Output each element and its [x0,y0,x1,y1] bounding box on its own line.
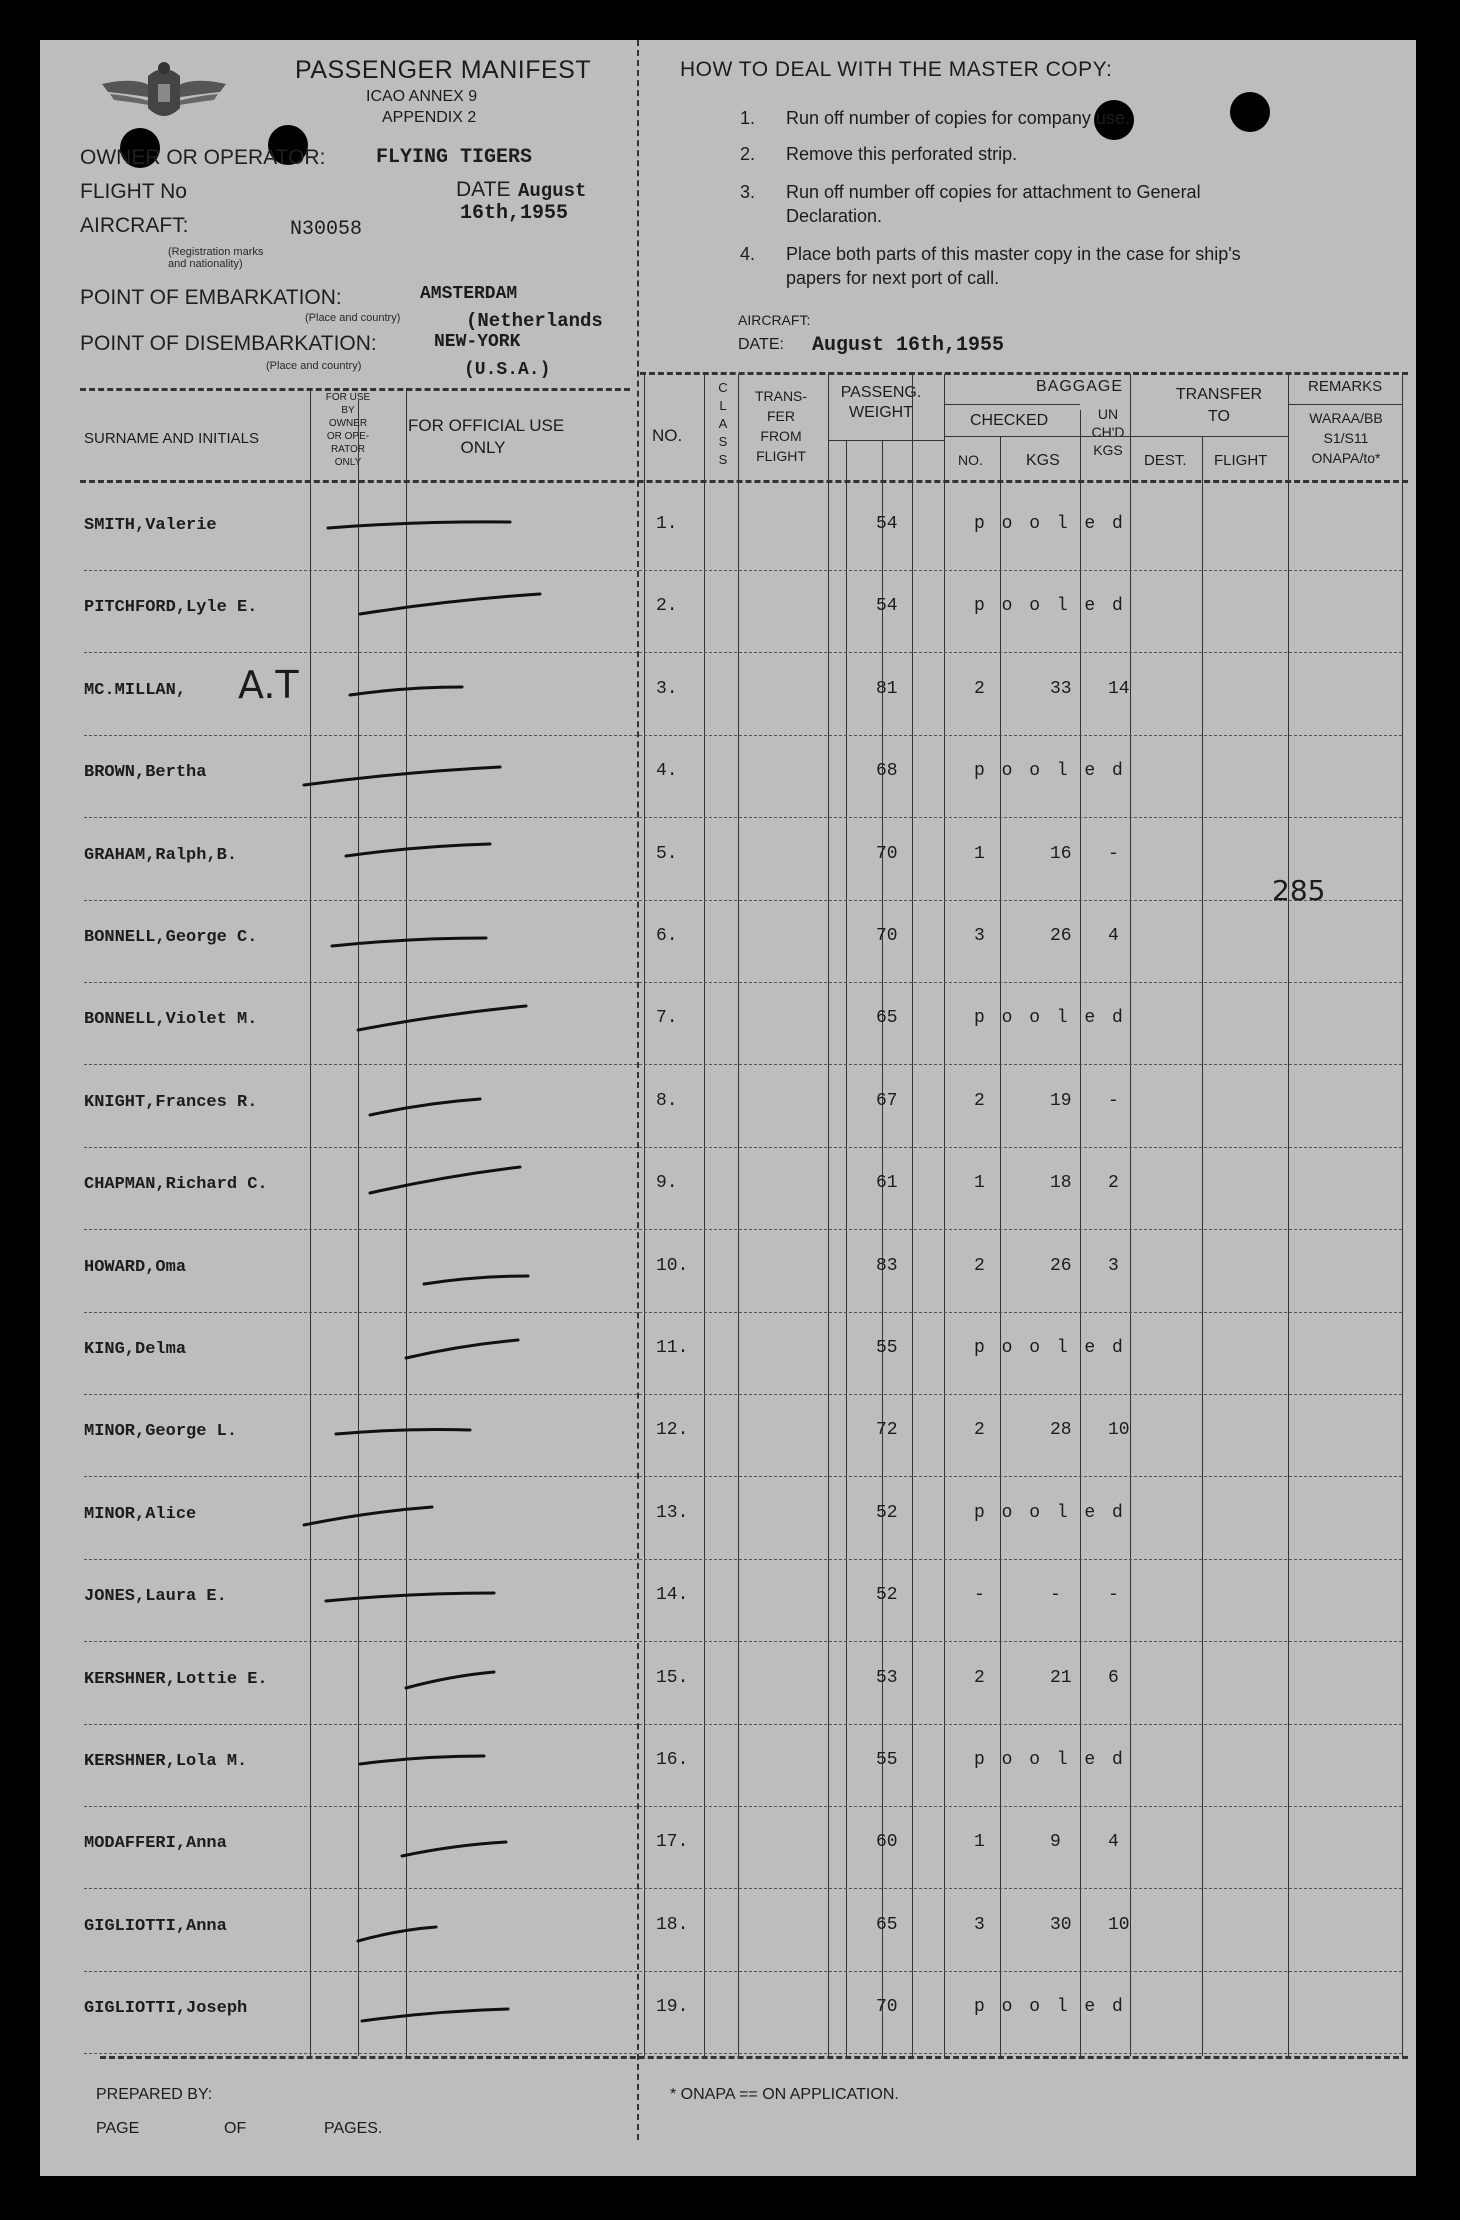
instructions-date-value: August 16th,1955 [812,334,1005,357]
unchecked-kgs: 10 [1108,1420,1130,1440]
passenger-name: KNIGHT,Frances R. [84,1093,258,1112]
header-divider-line [828,440,944,441]
check-mark-icon [360,1087,620,1147]
check-mark-icon [322,918,582,978]
header-rule [640,372,1408,375]
table-row [40,1073,1416,1155]
row-divider-line [84,652,1402,653]
baggage-count: 2 [974,1091,985,1111]
annex-label: ICAO ANNEX 9 [366,88,478,105]
passenger-number: 8. [656,1091,678,1111]
weight-header-line: PASSENG. [840,384,922,401]
baggage-pooled: p o o l e d [974,596,1126,616]
baggage-count: 2 [974,1420,985,1440]
baggage-kgs: 33 [1050,679,1072,699]
row-divider-line [84,982,1402,983]
table-row [40,1732,1416,1814]
unchecked-header-line: UN [1097,406,1119,422]
owner-label: OWNER OR OPERATOR: [80,146,326,169]
table-row [40,578,1416,660]
baggage-kgs: 28 [1050,1420,1072,1440]
col-header-no: NO. [652,426,683,445]
passenger-name: SMITH,Valerie [84,516,217,535]
owner-use-header-line: ONLY [334,457,362,468]
row-divider-line [84,2053,1402,2054]
table-row [40,661,1416,743]
instructions-aircraft-label: AIRCRAFT: [738,312,811,328]
passenger-weight: 70 [876,1997,898,2017]
row-divider-line [84,1888,1402,1889]
check-mark-icon [350,586,610,646]
remarks-sub-line: ONAPA/to* [1311,450,1381,466]
owner-use-header-line: BY [341,405,355,416]
header-divider-line [1288,404,1402,405]
passenger-name: HOWARD,Oma [84,1258,187,1277]
unchecked-kgs: 10 [1108,1915,1130,1935]
date-value-month: August [518,180,587,202]
passenger-name: GIGLIOTTI,Anna [84,1917,227,1936]
row-divider-line [84,1229,1402,1230]
remarks-sub-line: S1/S11 [1323,430,1369,446]
passenger-weight: 72 [876,1420,898,1440]
passenger-name: BONNELL,Violet M. [84,1010,258,1029]
passenger-name: KING,Delma [84,1340,187,1359]
transfer-to-header-line: TRANSFER [1175,386,1263,403]
embarkation-note: (Place and country) [305,312,401,324]
passenger-number: 19. [656,1997,689,2017]
class-header-letter: C [718,380,728,395]
class-header-letter: L [719,398,727,413]
passenger-number: 7. [656,1008,678,1028]
transfer-from-header-line: TRANS- [754,388,808,404]
passenger-number: 17. [656,1832,689,1852]
row-divider-line [84,1394,1402,1395]
passenger-weight: 55 [876,1750,898,1770]
passenger-weight: 55 [876,1338,898,1358]
row-divider-line [84,900,1402,901]
passenger-weight: 83 [876,1256,898,1276]
check-mark-icon [326,1406,586,1466]
manifest-sheet [40,40,1416,2176]
col-header-flight: FLIGHT [1214,452,1268,469]
aircraft-label: AIRCRAFT: [80,214,189,237]
pages-label: PAGES. [324,2120,383,2137]
table-row [40,826,1416,908]
embarkation-country: (Netherlands [466,310,603,332]
passenger-weight: 65 [876,1915,898,1935]
disembarkation-country: (U.S.A.) [464,360,551,380]
table-row [40,1238,1416,1320]
check-mark-icon [316,1573,576,1633]
instruction-text-cont: Declaration. [786,206,883,226]
embarkation-label: POINT OF EMBARKATION: [80,286,342,309]
airline-wings-logo-icon [98,54,230,126]
disembarkation-note: (Place and country) [266,360,362,372]
instruction-text: Run off number of copies for company use. [786,108,1130,128]
passenger-name: KERSHNER,Lottie E. [84,1670,268,1689]
aircraft-note-2: and nationality) [168,258,243,270]
manifest-title: PASSENGER MANIFEST [295,56,592,84]
unchecked-kgs: 6 [1108,1668,1119,1688]
col-header-bag-kgs: KGS [1026,452,1060,469]
passenger-weight: 81 [876,679,898,699]
table-row [40,743,1416,825]
unchecked-kgs: 2 [1108,1173,1119,1193]
owner-use-header-line: RATOR [330,444,366,455]
check-mark-icon [396,1330,656,1390]
passenger-weight: 70 [876,844,898,864]
unchecked-kgs: 3 [1108,1256,1119,1276]
table-row [40,496,1416,578]
baggage-count: 1 [974,1173,985,1193]
passenger-name: MINOR,George L. [84,1422,238,1441]
row-divider-line [84,1476,1402,1477]
check-mark-icon [340,667,600,727]
check-mark-icon [414,1256,674,1316]
instruction-text: Run off number off copies for attachment to General [786,182,1201,202]
baggage-count: 3 [974,1915,985,1935]
row-divider-line [84,735,1402,736]
header-divider-line [1130,436,1288,437]
unchecked-kgs: 14 [1108,679,1130,699]
unchecked-kgs: 4 [1108,926,1119,946]
instruction-text: Remove this perforated strip. [786,144,1018,164]
passenger-number: 14. [656,1585,689,1605]
owner-use-header-line: OR OPE- [326,431,370,442]
header-divider-line [944,404,1080,405]
weight-header-line: WEIGHT [849,404,913,421]
table-row [40,1650,1416,1732]
row-divider-line [84,1064,1402,1065]
check-mark-icon [352,1993,612,2053]
unchecked-kgs: - [1108,844,1119,864]
remarks-sub-line: WARAA/BB [1309,410,1383,426]
passenger-weight: 53 [876,1668,898,1688]
baggage-pooled: p o o l e d [974,1750,1126,1770]
baggage-count: 2 [974,1668,985,1688]
check-mark-icon [294,1497,554,1557]
passenger-number: 15. [656,1668,689,1688]
baggage-kgs: 30 [1050,1915,1072,1935]
row-divider-line [84,1806,1402,1807]
page-label: PAGE [96,2120,140,2137]
col-header-checked: CHECKED [970,412,1049,429]
unchecked-header-line: KGS [1093,442,1123,458]
prepared-by-label: PREPARED BY: [96,2086,213,2103]
passenger-name: CHAPMAN,Richard C. [84,1175,268,1194]
passenger-weight: 61 [876,1173,898,1193]
passenger-number: 12. [656,1420,689,1440]
baggage-pooled: p o o l e d [974,761,1126,781]
passenger-number: 3. [656,679,678,699]
table-row [40,908,1416,990]
passenger-weight: 54 [876,514,898,534]
table-row [40,1814,1416,1896]
passenger-weight: 65 [876,1008,898,1028]
passenger-number: 11. [656,1338,689,1358]
check-mark-icon [350,1736,610,1796]
baggage-count: 2 [974,679,985,699]
class-header-letter: S [718,452,728,467]
instructions-title: HOW TO DEAL WITH THE MASTER COPY: [680,58,1113,81]
transfer-from-header-line: FER [767,408,795,424]
transfer-from-header-line: FLIGHT [756,448,806,464]
baggage-count: 2 [974,1256,985,1276]
passenger-weight: 68 [876,761,898,781]
passenger-weight: 52 [876,1585,898,1605]
passenger-name: BROWN,Bertha [84,763,207,782]
check-mark-icon [392,1828,652,1888]
date-label: DATE [456,178,511,201]
baggage-kgs: 21 [1050,1668,1072,1688]
passenger-weight: 70 [876,926,898,946]
baggage-pooled: p o o l e d [974,514,1126,534]
owner-use-header-line: FOR USE [325,392,371,403]
passenger-number: 9. [656,1173,678,1193]
baggage-count: 1 [974,844,985,864]
passenger-number: 16. [656,1750,689,1770]
passenger-number: 4. [656,761,678,781]
passenger-name: MODAFFERI,Anna [84,1834,227,1853]
baggage-count: 1 [974,1832,985,1852]
of-label: OF [224,2120,247,2137]
col-header-remarks: REMARKS [1308,378,1383,395]
col-header-dest: DEST. [1144,452,1187,469]
instructions-date-label: DATE: [738,336,784,353]
passenger-number: 18. [656,1915,689,1935]
transfer-to-header-line: TO [1208,408,1230,425]
table-row [40,1402,1416,1484]
passenger-name: MC.MILLAN, [84,681,187,700]
col-header-surname: SURNAME AND INITIALS [84,430,260,447]
passenger-weight: 60 [876,1832,898,1852]
table-row [40,1155,1416,1237]
class-header-letter: A [718,416,728,431]
baggage-kgs: 26 [1050,1256,1072,1276]
baggage-kgs: 26 [1050,926,1072,946]
instruction-text: Place both parts of this master copy in the case for ship's [786,244,1241,264]
owner-use-header-line: OWNER [328,418,368,429]
flight-label: FLIGHT No [80,180,187,203]
baggage-pooled: p o o l e d [974,1997,1126,2017]
column-header-bottom-rule [80,480,1408,483]
passenger-name: GIGLIOTTI,Joseph [84,1999,248,2018]
unchecked-header-line: CH'D [1091,424,1125,440]
instruction-number: 2. [740,144,756,164]
class-header-letter: S [718,434,728,449]
passenger-number: 1. [656,514,678,534]
baggage-pooled: p o o l e d [974,1008,1126,1028]
row-divider-line [84,1641,1402,1642]
table-row [40,1320,1416,1402]
aircraft-value: N30058 [290,218,363,241]
check-mark-icon [336,828,596,888]
owner-value: FLYING TIGERS [376,146,533,169]
col-header-baggage: BAGGAGE [1036,378,1124,395]
row-divider-line [84,1559,1402,1560]
punch-hole [1230,92,1270,132]
disembarkation-label: POINT OF DISEMBARKATION: [80,332,377,355]
passenger-number: 6. [656,926,678,946]
onapa-footnote: * ONAPA == ON APPLICATION. [670,2086,899,2103]
remarks-handwritten-note: 285 [1272,874,1326,907]
baggage-kgs: 18 [1050,1173,1072,1193]
baggage-kgs: - [1050,1585,1061,1605]
unchecked-kgs: - [1108,1585,1119,1605]
date-value-day: 16th,1955 [460,202,569,225]
row-divider-line [84,1147,1402,1148]
check-mark-icon [360,1165,620,1225]
instruction-number: 3. [740,182,756,202]
instruction-number: 4. [740,244,756,264]
table-row [40,1897,1416,1979]
table-row [40,1567,1416,1649]
baggage-count: 3 [974,926,985,946]
unchecked-kgs: - [1108,1091,1119,1111]
embarkation-city: AMSTERDAM [420,284,518,304]
disembarkation-city: NEW-YORK [434,332,521,352]
appendix-label: APPENDIX 2 [382,109,477,126]
passenger-weight: 54 [876,596,898,616]
official-header-line: FOR OFFICIAL USE [408,416,565,435]
check-mark-icon [348,1002,608,1062]
header-rule [80,388,630,391]
passenger-weight: 67 [876,1091,898,1111]
instruction-text-cont: papers for next port of call. [786,268,1000,288]
instruction-number: 1. [740,108,756,128]
row-divider-line [84,817,1402,818]
passenger-name: KERSHNER,Lola M. [84,1752,248,1771]
passenger-number: 10. [656,1256,689,1276]
passenger-number: 13. [656,1503,689,1523]
passenger-name: BONNELL,George C. [84,928,258,947]
check-mark-icon [294,757,554,817]
row-divider-line [84,1971,1402,1972]
check-mark-icon [348,1913,608,1973]
passenger-number: 5. [656,844,678,864]
official-header-line: ONLY [460,438,506,457]
passenger-name: PITCHFORD,Lyle E. [84,598,258,617]
baggage-kgs: 19 [1050,1091,1072,1111]
row-divider-line [84,570,1402,571]
baggage-pooled: p o o l e d [974,1503,1126,1523]
table-row [40,990,1416,1072]
passenger-name: JONES,Laura E. [84,1587,227,1606]
row-divider-line [84,1724,1402,1725]
baggage-kgs: 9 [1050,1832,1061,1852]
baggage-count: - [974,1585,985,1605]
passenger-weight: 52 [876,1503,898,1523]
check-mark-icon [396,1660,656,1720]
row-divider-line [84,1312,1402,1313]
passenger-initials-handwritten: A.T [238,663,299,707]
check-mark-icon [318,500,578,560]
passenger-name: MINOR,Alice [84,1505,197,1524]
table-row [40,1485,1416,1567]
baggage-pooled: p o o l e d [974,1338,1126,1358]
col-header-bag-no: NO. [958,452,983,468]
aircraft-note-1: (Registration marks [168,246,264,258]
transfer-from-header-line: FROM [760,428,802,444]
header-divider-line [944,436,1130,437]
passenger-number: 2. [656,596,678,616]
baggage-kgs: 16 [1050,844,1072,864]
unchecked-kgs: 4 [1108,1832,1119,1852]
passenger-name: GRAHAM,Ralph,B. [84,846,238,865]
table-row [40,1979,1416,2061]
